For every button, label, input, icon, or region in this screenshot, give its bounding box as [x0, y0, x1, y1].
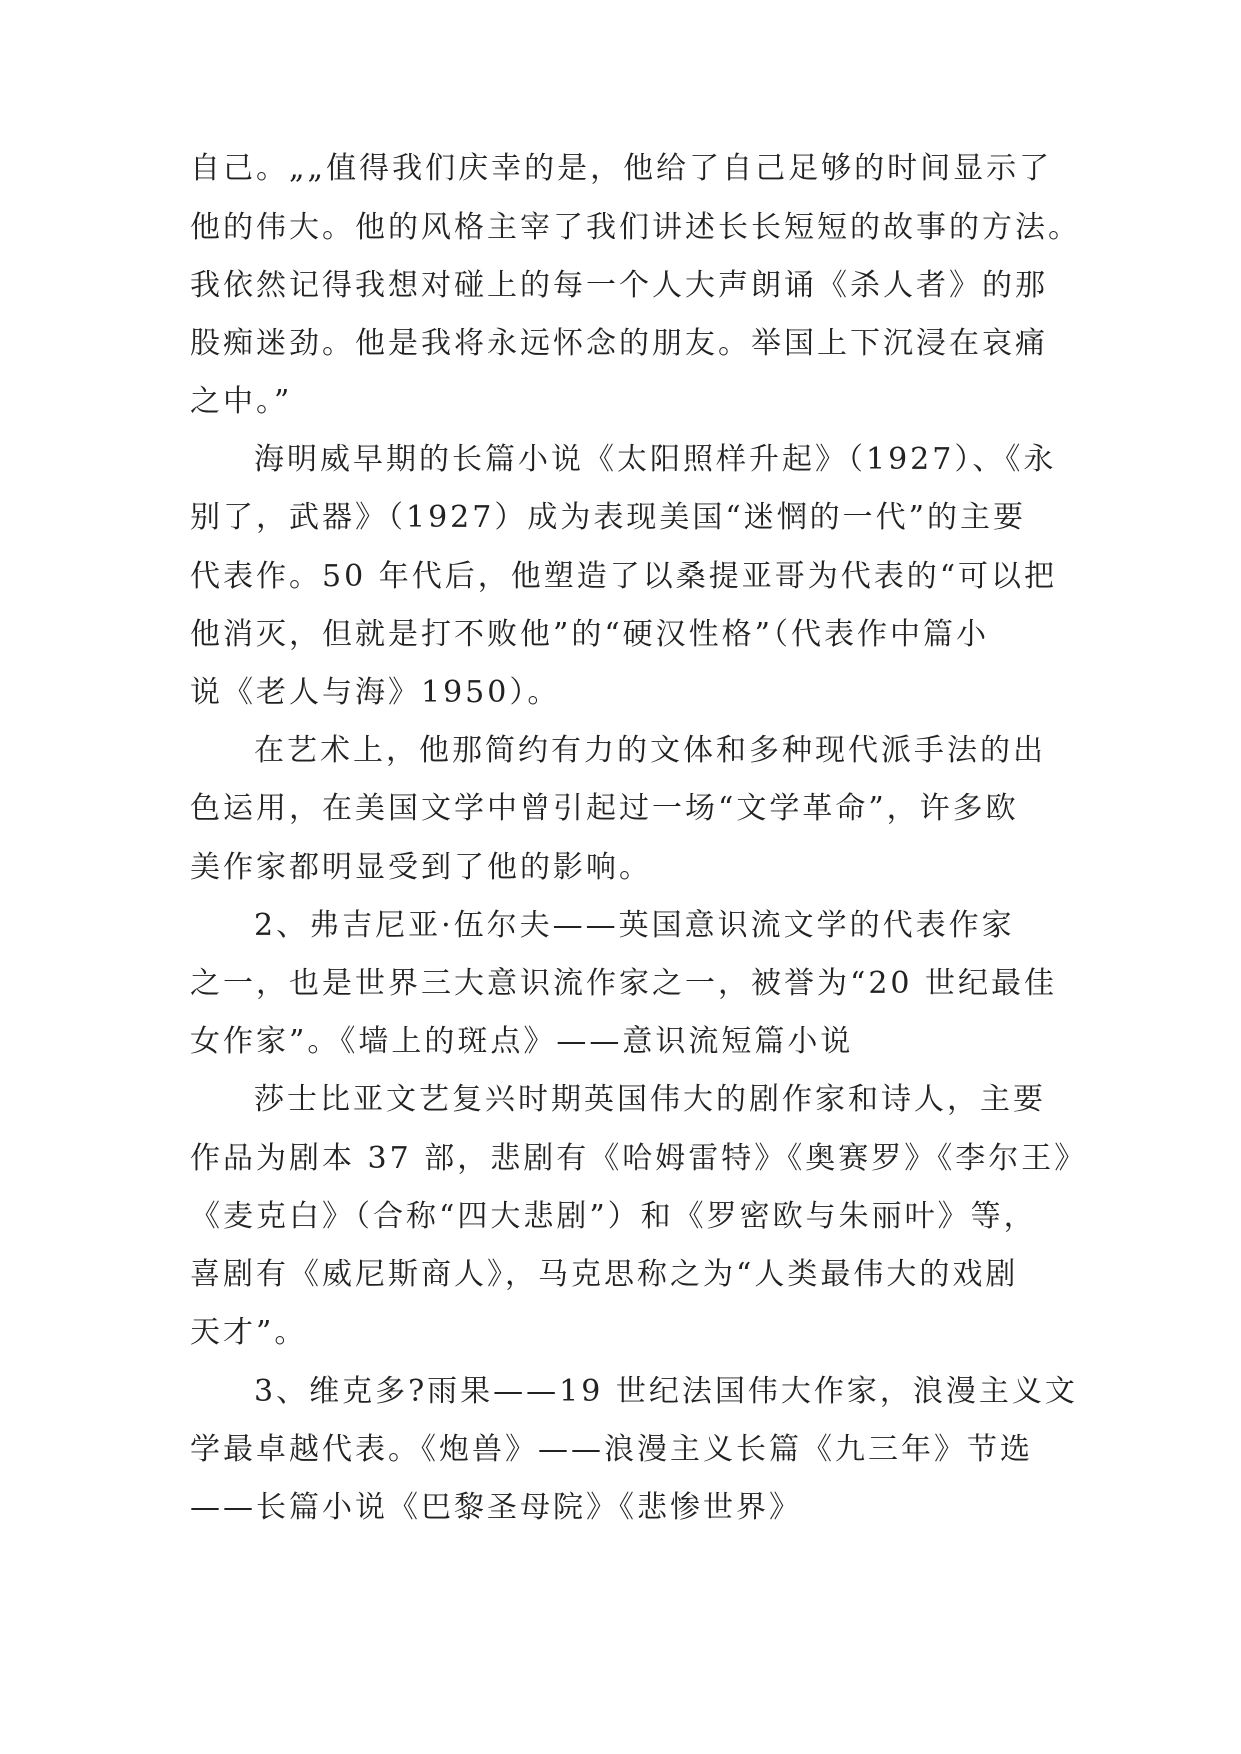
text-line: 女作家”。《墙上的斑点》——意识流短篇小说 [190, 1024, 854, 1059]
text-line: 天才”。 [190, 1315, 308, 1350]
text-line: 之一，也是世界三大意识流作家之一，被誉为“20 世纪最佳 [190, 966, 1058, 1001]
text-line: 在艺术上，他那简约有力的文体和多种现代派手法的出 [254, 733, 1046, 768]
text-line: 2、弗吉尼亚·伍尔夫——英国意识流文学的代表作家 [254, 908, 1015, 943]
text-line: 说《老人与海》1950）。 [190, 675, 561, 710]
text-line: 美作家都明显受到了他的影响。 [190, 850, 652, 885]
text-line: 作品为剧本 37 部，悲剧有《哈姆雷特》《奥赛罗》《李尔王》 [190, 1141, 1088, 1176]
text-line: 《麦克白》（合称“四大悲剧”）和《罗密欧与朱丽叶》等， [190, 1199, 1037, 1234]
text-line: 他消灭，但就是打不败他”的“硬汉性格”（代表作中篇小 [190, 617, 990, 652]
text-line: 自己。„„值得我们庆幸的是，他给了自己足够的时间显示了 [190, 151, 1053, 186]
text-line: 3、维克多?雨果——19 世纪法国伟大作家，浪漫主义文 [254, 1374, 1078, 1409]
text-line: 股痴迷劲。他是我将永远怀念的朋友。举国上下沉浸在哀痛 [190, 326, 1048, 361]
text-line: 他的伟大。他的风格主宰了我们讲述长长短短的故事的方法。 [190, 210, 1081, 245]
text-line: 喜剧有《威尼斯商人》，马克思称之为“人类最伟大的戏剧 [190, 1257, 1019, 1292]
text-line: 学最卓越代表。《炮兽》——浪漫主义长篇《九三年》节选 [190, 1432, 1033, 1467]
text-line: ——长篇小说《巴黎圣母院》《悲惨世界》 [190, 1490, 802, 1525]
text-line: 莎士比亚文艺复兴时期英国伟大的剧作家和诗人，主要 [254, 1082, 1046, 1117]
text-line: 代表作。50 年代后，他塑造了以桑提亚哥为代表的“可以把 [190, 559, 1058, 594]
text-line: 之中。” [190, 384, 293, 419]
text-line: 海明威早期的长篇小说《太阳照样升起》（1927）、《永 [254, 442, 1057, 477]
text-line: 我依然记得我想对碰上的每一个人大声朗诵《杀人者》的那 [190, 268, 1048, 303]
text-line: 色运用，在美国文学中曾引起过一场“文学革命”，许多欧 [190, 791, 1019, 826]
text-line: 别了，武器》（1927）成为表现美国“迷惘的一代”的主要 [190, 500, 1027, 535]
